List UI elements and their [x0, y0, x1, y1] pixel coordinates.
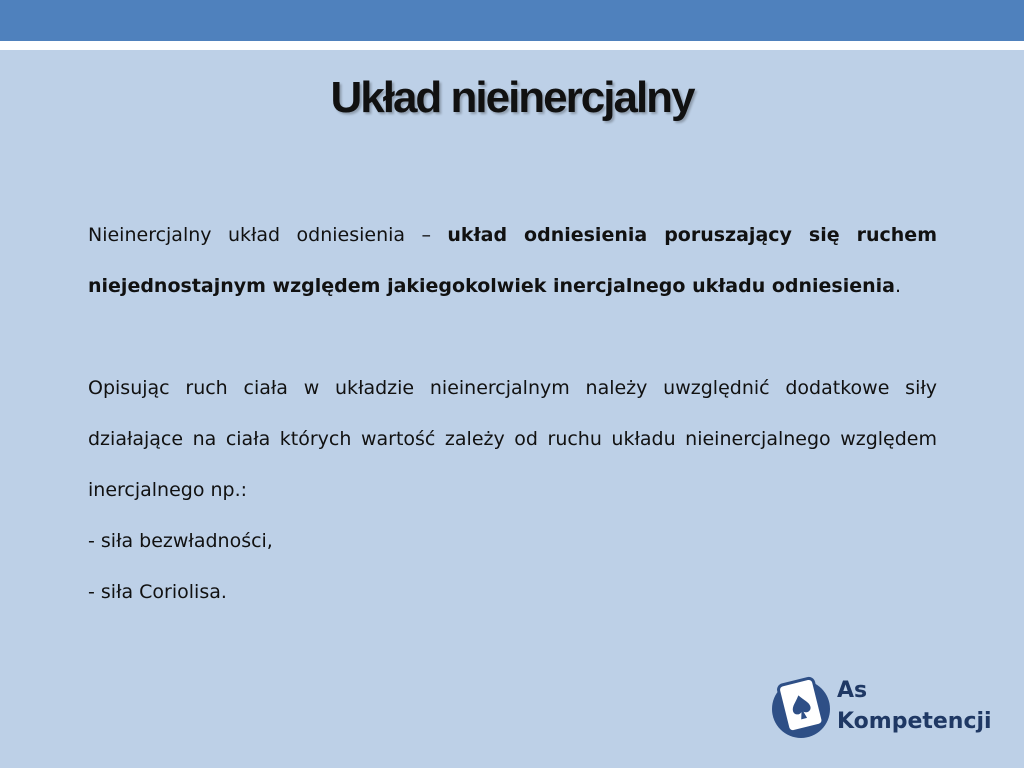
- list-item: - siła Coriolisa.: [88, 581, 227, 603]
- top-accent-bar: [0, 0, 1024, 41]
- top-divider: [0, 41, 1024, 50]
- logo-text-line1: As: [837, 678, 868, 703]
- slide-content: [88, 210, 937, 618]
- list-item: - siła bezwładności,: [88, 530, 273, 552]
- spade-card-icon: [768, 672, 832, 742]
- slide-title: Układ nieinercjalny: [330, 73, 694, 122]
- description-paragraph: Opisując ruch ciała w układzie nieinercjalnym należy uwzględnić dodatkowe siły działające na ciała których wartość zależy od ruchu układu nieinercjalnego względem inercjalnego np.:: [88, 377, 937, 501]
- definition-paragraph: [88, 210, 937, 312]
- definition-trail: .: [895, 275, 902, 297]
- paragraph-spacer: [88, 312, 937, 363]
- definition-bold: układ odniesienia poruszający się ruchem niejednostajnym względem jakiegokolwiek inercjalnego układu odniesienia: [88, 224, 937, 297]
- logo-text-line2: Kompetencji: [837, 709, 992, 734]
- definition-lead: Nieinercjalny układ odniesienia –: [88, 224, 448, 246]
- as-kompetencji-logo: [768, 672, 998, 744]
